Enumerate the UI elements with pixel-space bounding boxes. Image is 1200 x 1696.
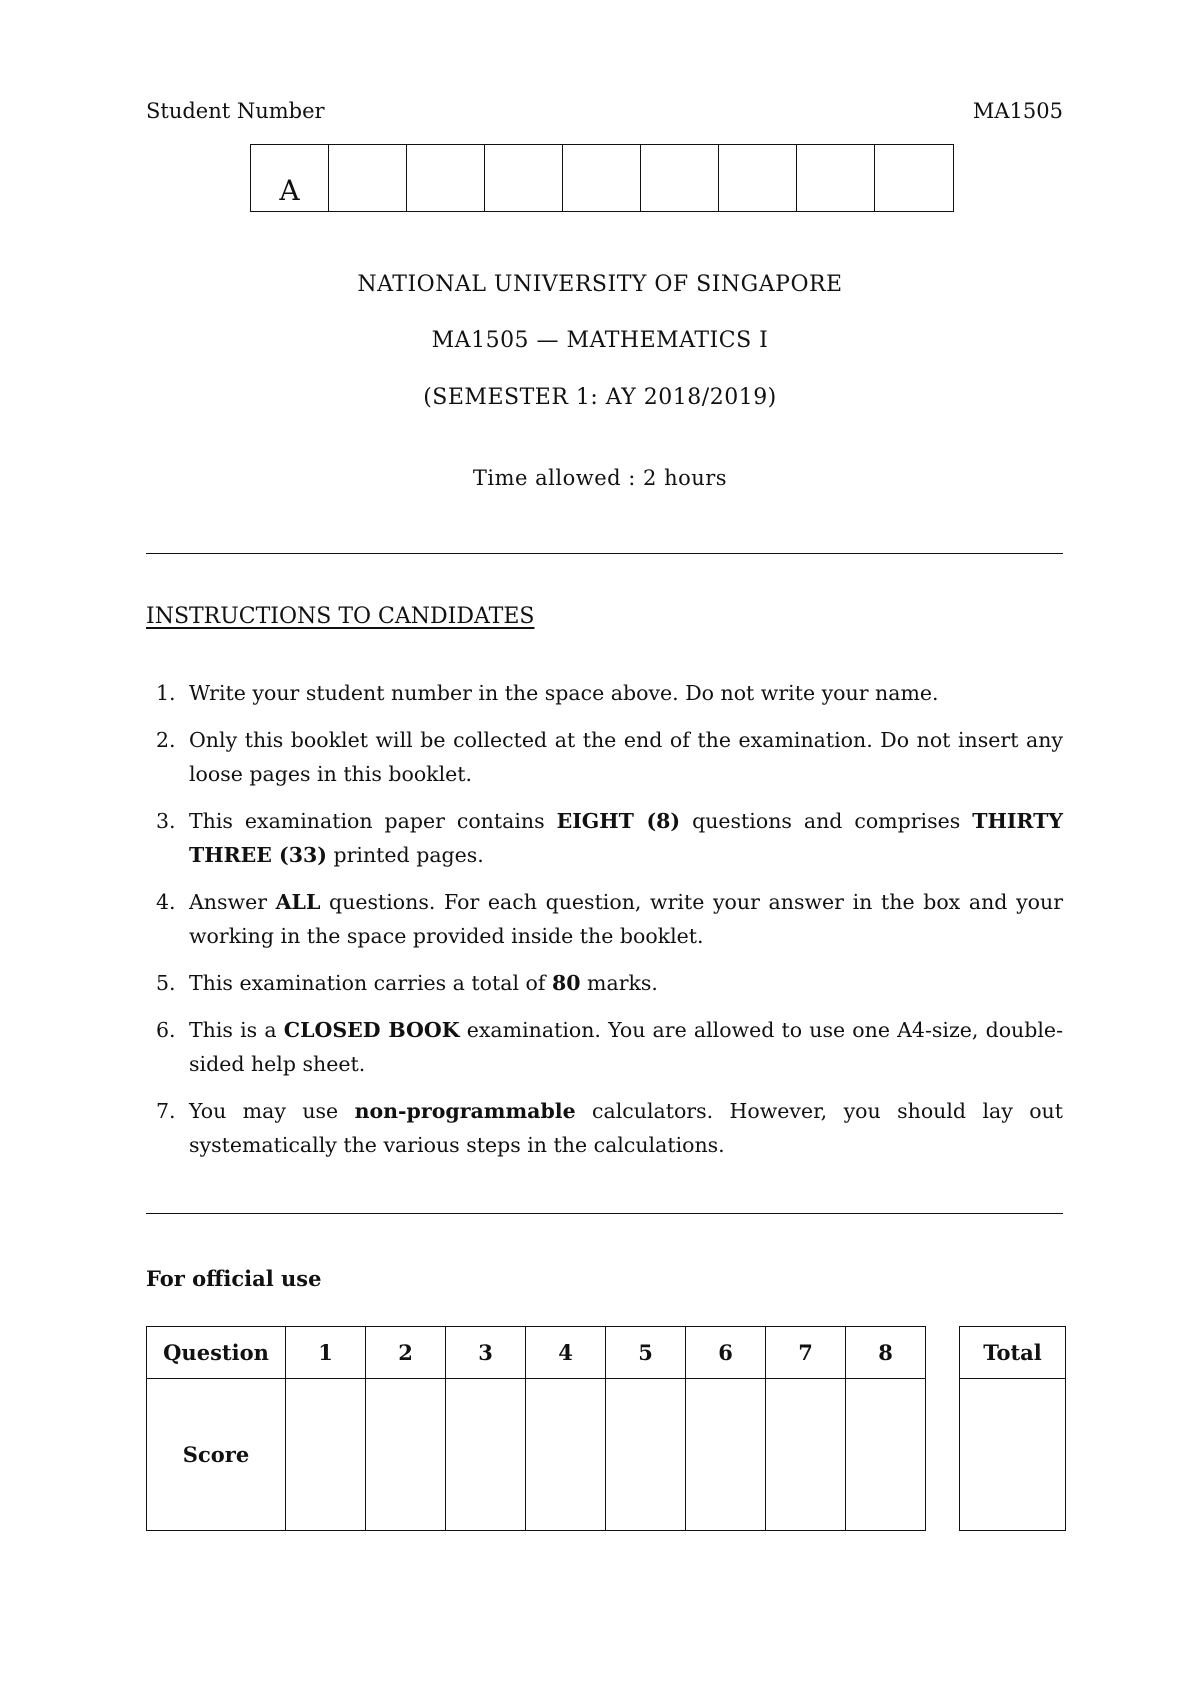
instruction-item [146, 966, 1063, 1000]
student-number-prefix: A [251, 145, 329, 211]
instruction-number: 4. [156, 890, 176, 914]
score-header: Score [147, 1379, 286, 1531]
score-table-score-row [147, 1379, 926, 1531]
total-score-cell[interactable] [960, 1379, 1066, 1531]
instruction-text: calculators. However, you should lay out systematically the various steps in the calculations. [189, 1099, 1063, 1157]
instruction-emphasis: THIRTY THREE (33) [189, 809, 1063, 867]
score-cell[interactable] [846, 1379, 926, 1531]
instruction-text: This is a [189, 1018, 284, 1042]
question-number-cell: 7 [766, 1327, 846, 1379]
score-cell[interactable] [686, 1379, 766, 1531]
instruction-number: 1. [156, 681, 176, 705]
question-number-cell: 5 [606, 1327, 686, 1379]
student-number-digit-box[interactable] [329, 145, 407, 211]
instruction-number: 2. [156, 728, 176, 752]
score-table-header-row [147, 1327, 926, 1379]
official-use-label: For official use [146, 1266, 322, 1291]
divider [146, 1213, 1063, 1214]
student-number-digit-box[interactable] [641, 145, 719, 211]
instruction-text: questions. For each question, write your answer in the box and your working in the space provided inside the booklet. [189, 890, 1063, 948]
instructions-list [146, 676, 1063, 1175]
instruction-item [146, 1013, 1063, 1081]
total-header: Total [960, 1327, 1066, 1379]
question-number-cell: 4 [526, 1327, 606, 1379]
instruction-emphasis: CLOSED BOOK [283, 1018, 460, 1042]
question-number-cell: 2 [366, 1327, 446, 1379]
score-cell[interactable] [606, 1379, 686, 1531]
score-cell[interactable] [766, 1379, 846, 1531]
total-table [959, 1326, 1066, 1531]
question-number-cell: 1 [286, 1327, 366, 1379]
question-header: Question [147, 1327, 286, 1379]
instruction-item [146, 804, 1063, 872]
instruction-emphasis: non-programmable [354, 1099, 576, 1123]
instruction-text: You may use [189, 1099, 355, 1123]
instruction-item [146, 885, 1063, 953]
student-number-digit-box[interactable] [875, 145, 953, 211]
instruction-number: 5. [156, 971, 176, 995]
university-name: NATIONAL UNIVERSITY OF SINGAPORE [357, 272, 843, 297]
score-cell[interactable] [446, 1379, 526, 1531]
instructions-heading: INSTRUCTIONS TO CANDIDATES [146, 604, 535, 629]
question-number-cell: 6 [686, 1327, 766, 1379]
instruction-text: Only this booklet will be collected at the end of the examination. Do not insert any loose pages in this booklet. [189, 728, 1063, 786]
time-allowed: Time allowed : 2 hours [472, 466, 728, 490]
instruction-number: 7. [156, 1099, 176, 1123]
student-number-digit-box[interactable] [407, 145, 485, 211]
semester-label: (SEMESTER 1: AY 2018/2019) [423, 385, 777, 410]
question-number-cell: 8 [846, 1327, 926, 1379]
student-number-digit-box[interactable] [485, 145, 563, 211]
student-number-label: Student Number [146, 99, 325, 123]
instruction-text: This examination paper contains [189, 809, 557, 833]
instruction-emphasis: ALL [275, 890, 321, 914]
instruction-item [146, 676, 1063, 710]
instruction-emphasis: 80 [551, 971, 581, 995]
instruction-item [146, 1094, 1063, 1162]
instruction-number: 3. [156, 809, 176, 833]
instruction-number: 6. [156, 1018, 176, 1042]
instruction-item [146, 723, 1063, 791]
question-number-cell: 3 [446, 1327, 526, 1379]
instruction-text: Answer [189, 890, 276, 914]
score-table [146, 1326, 926, 1531]
course-title: MA1505 — MATHEMATICS I [431, 328, 769, 353]
instruction-text: printed pages. [326, 843, 484, 867]
student-number-digit-box[interactable] [719, 145, 797, 211]
instruction-text: questions and comprises [680, 809, 973, 833]
score-cell[interactable] [286, 1379, 366, 1531]
course-code-header: MA1505 [972, 99, 1063, 123]
instruction-text: examination. You are allowed to use one A4-size, double-sided help sheet. [189, 1018, 1063, 1076]
student-number-digit-box[interactable] [797, 145, 875, 211]
instruction-text: Write your student number in the space above. Do not write your name. [189, 681, 939, 705]
student-number-digit-box[interactable] [563, 145, 641, 211]
instruction-text: This examination carries a total of [189, 971, 552, 995]
student-number-boxes [250, 144, 954, 212]
score-cell[interactable] [366, 1379, 446, 1531]
instruction-text: marks. [580, 971, 658, 995]
score-cell[interactable] [526, 1379, 606, 1531]
divider [146, 553, 1063, 554]
instruction-emphasis: EIGHT (8) [556, 809, 681, 833]
